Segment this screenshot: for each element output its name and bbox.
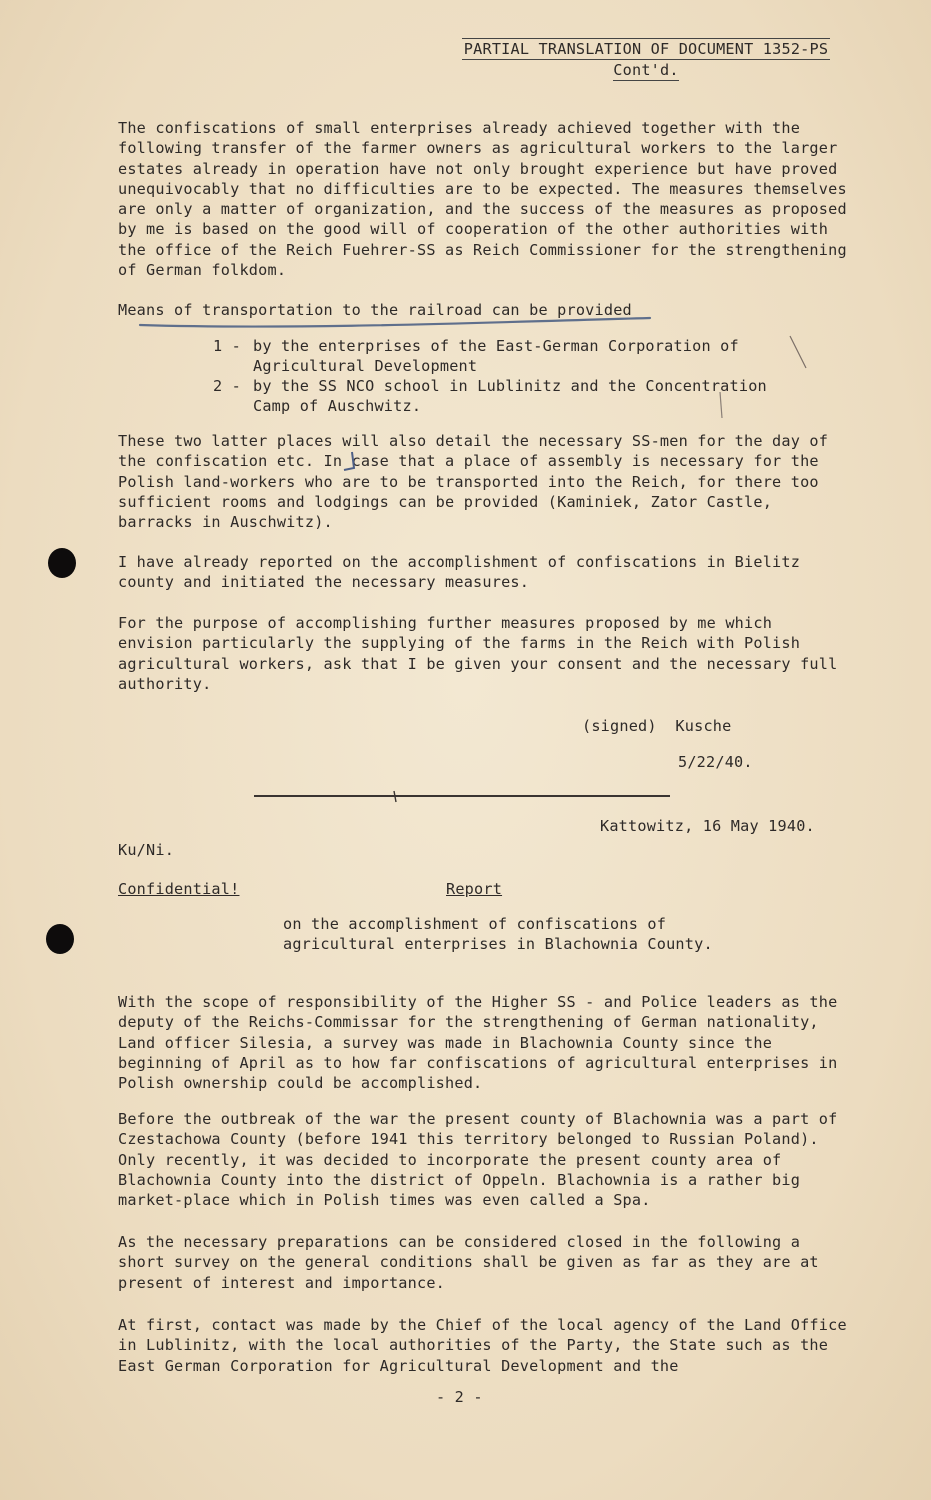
report-title: Report xyxy=(446,880,503,898)
list-item-text: by the enterprises of the East-German Corporation of Agricultural Development xyxy=(253,337,739,375)
page-number: - 2 - xyxy=(436,1388,483,1406)
report-paragraph-contact: At first, contact was made by the Chief of the local agency of the Land Office in Lublinitz, with the local authorities of the Party, the State such as the East German Corporation for Agricultural Development and the xyxy=(118,1316,847,1375)
pen-margin-mark xyxy=(790,336,806,368)
report-subtitle: on the accomplishment of confiscations of agricultural enterprises in Blachownia County. xyxy=(283,915,713,953)
list-item-number: 1 - xyxy=(213,337,242,355)
list-item-text: by the SS NCO school in Lublinitz and the Concentration Camp of Auschwitz. xyxy=(253,377,767,415)
pen-underline-mark xyxy=(140,318,650,327)
list-item-number: 2 - xyxy=(213,377,242,395)
paragraph-confiscations: The confiscations of small enterprises already achieved together with the following transfer of the farmer owners as agricultural workers to the larger estates already in operation have not only brought experience but have proved unequivocably that no difficulties are to be expected. The measures themselves are only a matter of organization, and the success of the measures as proposed by me is based on the good will of cooperation of the other authorities with the office of the Reich Fuehrer-SS as Reich Commissioner for the strengthening of German folkdom. xyxy=(118,119,847,280)
report-place-date: Kattowitz, 16 May 1940. xyxy=(600,817,815,835)
report-paragraph-preparations: As the necessary preparations can be considered closed in the following a short survey on the general conditions shall be given as far as they are at present of interest and importance. xyxy=(118,1233,819,1292)
report-paragraph-survey: With the scope of responsibility of the Higher SS - and Police leaders as the deputy of the Reichs-Commissar for the strengthening of German nationality, Land officer Silesia, a survey was made in Blachownia County since the beginning of April as to how far confiscations of agricultural enterprises in Polish ownership could be accomplished. xyxy=(118,993,838,1093)
document-title: PARTIAL TRANSLATION OF DOCUMENT 1352-PS xyxy=(463,40,829,58)
confidential-label: Confidential! xyxy=(118,880,240,898)
paragraph-ss-men: These two latter places will also detail the necessary SS-men for the day of the confiscation etc. In case that a place of assembly is necessary for the Polish land-workers who are to be transported into the Reich, for there too sufficient rooms and lodgings can be provided (Kaminiek, Zator Castle, barracks in Auschwitz). xyxy=(118,432,829,532)
document-subtitle: Cont'd. xyxy=(613,61,679,79)
paragraph-transportation: Means of transportation to the railroad can be provided xyxy=(118,301,632,319)
pen-bracket-mark xyxy=(344,452,354,470)
paragraph-bielitz: I have already reported on the accomplishment of confiscations in Bielitz county and initiated the necessary measures. xyxy=(118,553,801,592)
report-paragraph-blachownia: Before the outbreak of the war the present county of Blachownia was a part of Czestachowa County (before 1941 this territory belonged to Russian Poland). Only recently, it was decided to incorporate the present county area of Blachownia County into the district of Oppeln. Blachownia is a rather big market-place which in Polish times was even called a Spa. xyxy=(118,1110,838,1210)
pen-tick-mark xyxy=(394,791,396,802)
signature: (signed) Kusche xyxy=(582,717,732,735)
paragraph-authority-request: For the purpose of accomplishing further measures proposed by me which envision particularly the supplying of the farms in the Reich with Polish agricultural workers, ask that I be given your consent and the necessary full authority. xyxy=(118,614,838,693)
report-reference: Ku/Ni. xyxy=(118,841,175,859)
pen-margin-mark xyxy=(720,392,722,418)
signature-date: 5/22/40. xyxy=(678,753,753,771)
